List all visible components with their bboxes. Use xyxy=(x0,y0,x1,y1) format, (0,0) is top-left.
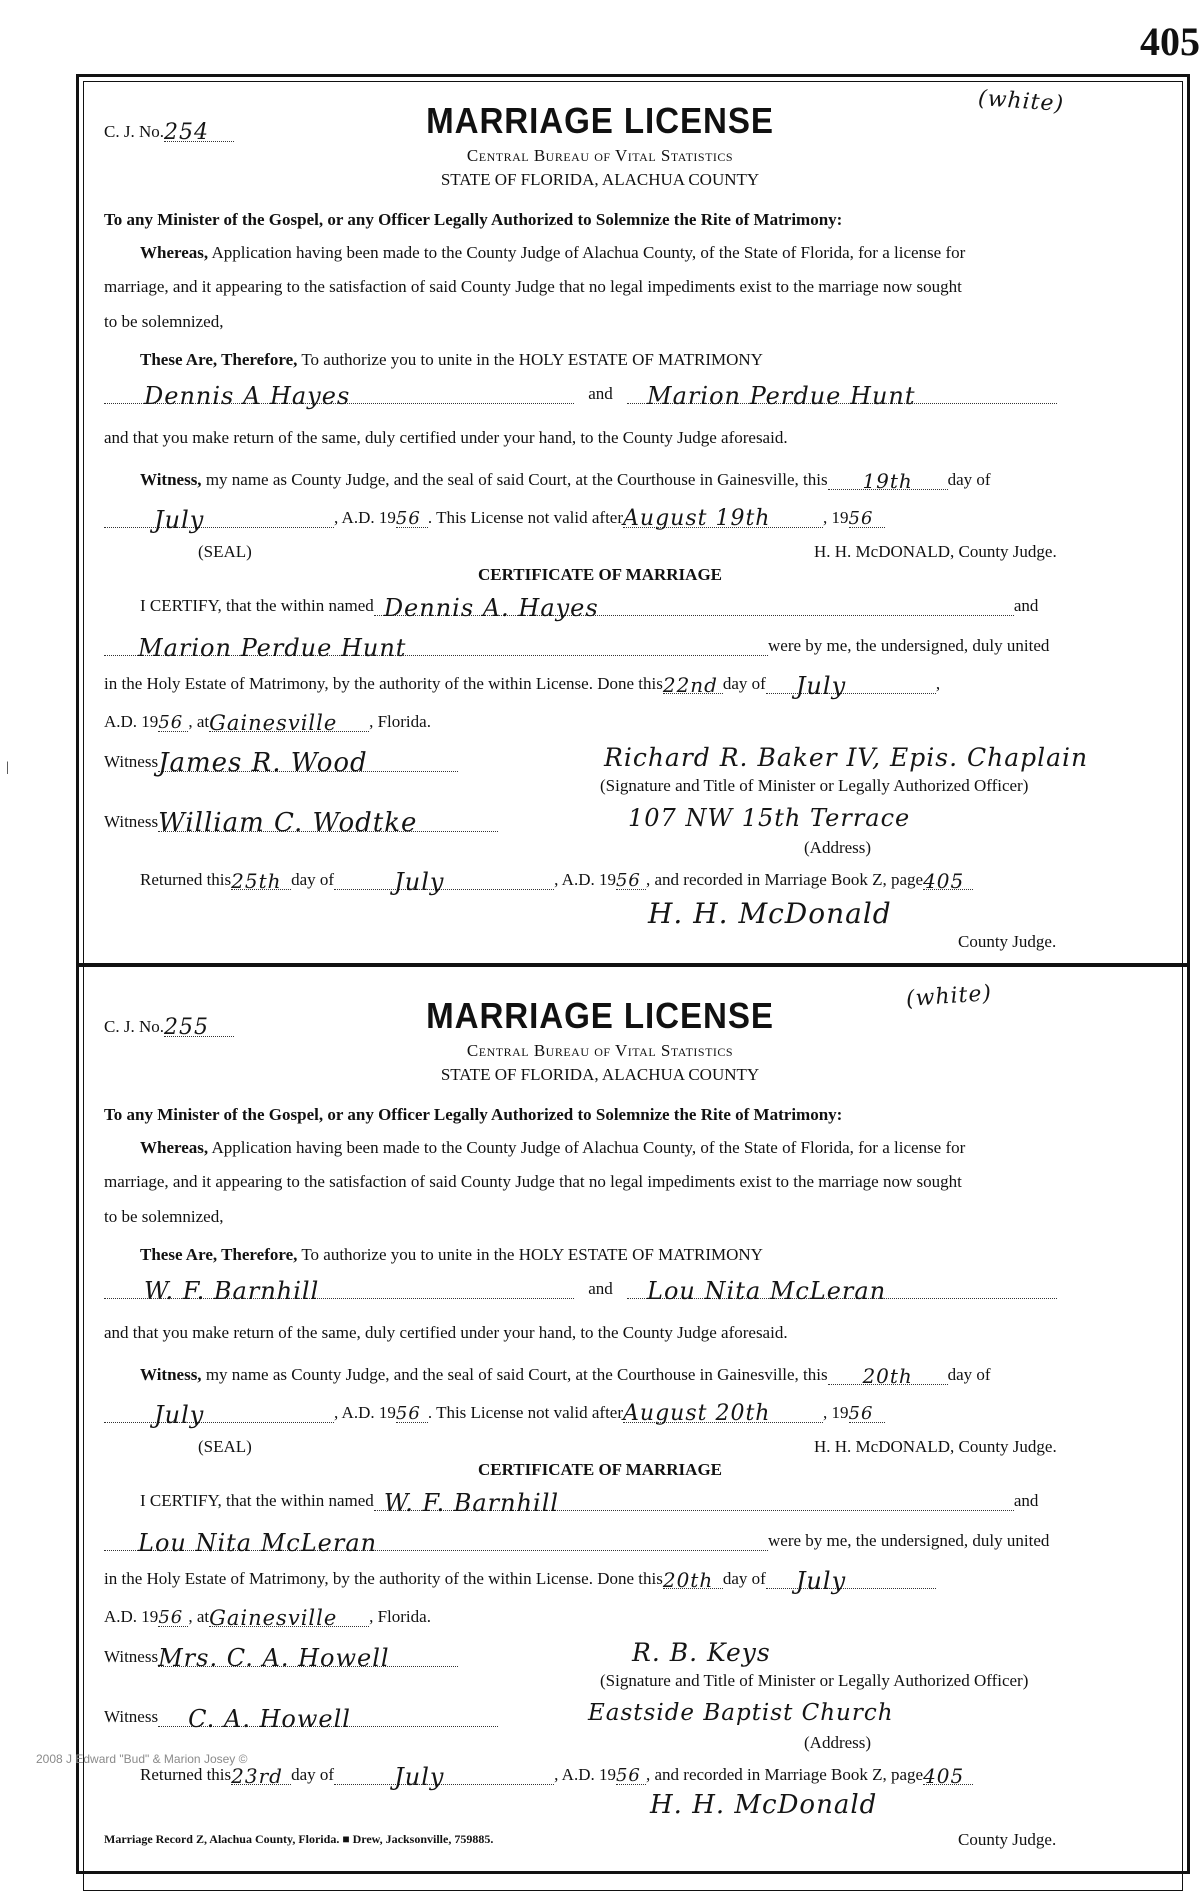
issue-date-line: July , A.D. 1956 . This License not valid afterAugust 19th , 1956 xyxy=(104,508,885,528)
done-day: 22nd xyxy=(663,675,723,694)
witness-2: C. A. Howell xyxy=(158,1709,498,1727)
issue-date-line: July , A.D. 1956 . This License not valid afterAugust 20th , 1956 xyxy=(104,1403,885,1423)
bureau-line: Central Bureau of Vital Statistics xyxy=(466,146,734,165)
groom-name: Dennis A Hayes xyxy=(104,386,574,404)
whereas-line-2: marriage, and it appearing to the satisfaction of said County Judge that no legal impediments exist to the marriage now sought xyxy=(104,1172,962,1191)
cert-bride: Marion Perdue Hunt xyxy=(104,638,768,656)
officiant-signature: R. B. Keys xyxy=(632,1638,771,1667)
place-line: A.D. 1956 , atGainesville , Florida. xyxy=(104,711,431,735)
certificate-title: CERTIFICATE OF MARRIAGE xyxy=(477,565,723,584)
groom-name: W. F. Barnhill xyxy=(104,1281,574,1299)
whereas-line-1: Whereas, Application having been made to the County Judge of Alachua County, of the State of Florida, for a license for xyxy=(140,243,966,262)
county-judge-label: County Judge. xyxy=(958,932,1057,951)
license-title: MARRIAGE LICENSE xyxy=(426,995,774,1036)
cert-bride-line: Lou Nita McLeran were by me, the undersigned, duly united xyxy=(104,1531,1049,1551)
officiant-address: Eastside Baptist Church xyxy=(588,1700,894,1726)
bride-name: Lou Nita McLeran xyxy=(627,1281,1057,1299)
cj-number: 255 xyxy=(164,1018,234,1037)
returned-line: Returned this25th day of July , A.D. 1956 , and recorded in Marriage Book Z, page405 xyxy=(140,870,973,890)
address-label: (Address) xyxy=(804,1733,872,1752)
witness-judge-line: Witness, my name as County Judge, and the seal of said Court, at the Courthouse in Gainesville, this 20th day of xyxy=(140,1364,991,1388)
valid-until: August 19th xyxy=(623,509,823,528)
done-month: July xyxy=(766,1571,936,1589)
margin-mark: | xyxy=(6,760,9,775)
these-are-line: These Are, Therefore, To authorize you to unite in the HOLY ESTATE OF MATRIMONY xyxy=(140,1245,763,1264)
returned-month: July xyxy=(334,1767,554,1785)
witness-1-line: WitnessJames R. Wood xyxy=(104,752,458,772)
whereas-line-3: to be solemnized, xyxy=(104,1207,224,1226)
valid-year: 56 xyxy=(849,509,885,528)
county-judge-signature: H. H. McDonald xyxy=(648,897,892,930)
issue-month: July xyxy=(104,510,334,528)
cert-groom: W. F. Barnhill xyxy=(374,1493,1014,1511)
judge-name: H. H. McDONALD, County Judge. xyxy=(814,542,1057,561)
cert-bride-line: Marion Perdue Hunt were by me, the undersigned, duly united xyxy=(104,636,1049,656)
cert-groom: Dennis A. Hayes xyxy=(374,598,1014,616)
return-line: and that you make return of the same, duly certified under your hand, to the County Judge aforesaid. xyxy=(104,1323,788,1342)
book-page: 405 xyxy=(923,1766,973,1785)
place: Gainesville xyxy=(209,713,369,732)
cj-number: 254 xyxy=(164,123,234,142)
these-are-line: These Are, Therefore, To authorize you to unite in the HOLY ESTATE OF MATRIMONY xyxy=(140,350,763,369)
cj-number-line: C. J. No.255 xyxy=(104,1017,234,1037)
signature-title-label: (Signature and Title of Minister or Legally Authorized Officer) xyxy=(600,1671,1029,1690)
witness-2-line: WitnessWilliam C. Wodtke xyxy=(104,812,498,832)
done-line: in the Holy Estate of Matrimony, by the authority of the within License. Done this22nd day of July , xyxy=(104,672,941,700)
returned-year: 56 xyxy=(616,871,646,890)
officiant-address: 107 NW 15th Terrace xyxy=(628,804,911,832)
judge-name: H. H. McDONALD, County Judge. xyxy=(814,1437,1057,1456)
officiant-signature: Richard R. Baker IV, Epis. Chaplain xyxy=(604,743,1089,772)
issue-day: 20th xyxy=(828,1366,948,1385)
done-year: 56 xyxy=(158,713,188,732)
whereas-line-3: to be solemnized, xyxy=(104,312,224,331)
done-year: 56 xyxy=(158,1608,188,1627)
place: Gainesville xyxy=(209,1608,369,1627)
witness-judge-line: Witness, my name as County Judge, and the seal of said Court, at the Courthouse in Gainesville, this 19th day of xyxy=(140,469,991,493)
county-judge-signature: H. H. McDonald xyxy=(650,1790,878,1820)
returned-day: 25th xyxy=(231,871,291,890)
copyright-watermark: 2008 J Edward "Bud" & Marion Josey © xyxy=(36,1752,248,1766)
witness-2: William C. Wodtke xyxy=(158,813,498,832)
whereas-line-1: Whereas, Application having been made to the County Judge of Alachua County, of the State of Florida, for a license for xyxy=(140,1138,966,1157)
seal-label: (SEAL) xyxy=(198,1437,252,1456)
license-section xyxy=(0,895,1200,1820)
signature-title-label: (Signature and Title of Minister or Legally Authorized Officer) xyxy=(600,776,1029,795)
issue-month: July xyxy=(104,1405,334,1423)
returned-line: Returned this23rd day of July , A.D. 1956 , and recorded in Marriage Book Z, page405 xyxy=(140,1765,973,1785)
place-line: A.D. 1956 , atGainesville , Florida. xyxy=(104,1606,431,1630)
issue-day: 19th xyxy=(828,471,948,490)
returned-day: 23rd xyxy=(231,1766,291,1785)
salutation: To any Minister of the Gospel, or any Officer Legally Authorized to Solemnize the Rite of Matrimony: xyxy=(104,1105,843,1124)
done-month: July xyxy=(766,676,936,694)
issue-year: 56 xyxy=(396,1404,428,1423)
issue-year: 56 xyxy=(396,509,428,528)
certificate-title: CERTIFICATE OF MARRIAGE xyxy=(477,1460,723,1479)
done-line: in the Holy Estate of Matrimony, by the authority of the within License. Done this20th day of July xyxy=(104,1569,936,1589)
state-county-line: STATE OF FLORIDA, ALACHUA COUNTY xyxy=(440,170,760,189)
returned-month: July xyxy=(334,872,554,890)
book-page: 405 xyxy=(923,871,973,890)
cj-number-line: C. J. No.254 xyxy=(104,122,234,142)
license-title: MARRIAGE LICENSE xyxy=(426,100,774,141)
state-county-line: STATE OF FLORIDA, ALACHUA COUNTY xyxy=(440,1065,760,1084)
witness-1-line: WitnessMrs. C. A. Howell xyxy=(104,1647,458,1667)
whereas-line-2: marriage, and it appearing to the satisfaction of said County Judge that no legal impediments exist to the marriage now sought xyxy=(104,277,962,296)
valid-until: August 20th xyxy=(623,1404,823,1423)
couple-line: Dennis A Hayes and Marion Perdue Hunt xyxy=(104,384,1057,404)
returned-year: 56 xyxy=(616,1766,646,1785)
done-day: 20th xyxy=(663,1570,723,1589)
cert-bride: Lou Nita McLeran xyxy=(104,1533,768,1551)
bureau-line: Central Bureau of Vital Statistics xyxy=(466,1041,734,1060)
race-note: (white) xyxy=(977,86,1065,117)
witness-1: James R. Wood xyxy=(158,753,458,772)
return-line: and that you make return of the same, duly certified under your hand, to the County Judge aforesaid. xyxy=(104,428,788,447)
witness-2-line: Witness C. A. Howell xyxy=(104,1707,498,1727)
certify-line: I CERTIFY, that the within named Dennis A. Hayes and xyxy=(140,594,1039,622)
race-note: (white) xyxy=(905,981,993,1012)
witness-1: Mrs. C. A. Howell xyxy=(158,1648,458,1667)
county-judge-label: County Judge. xyxy=(958,1830,1057,1849)
couple-line: W. F. Barnhill and Lou Nita McLeran xyxy=(104,1279,1057,1299)
page-number: 405 xyxy=(1140,19,1200,64)
footer-imprint: Marriage Record Z, Alachua County, Florida. ■ Drew, Jacksonville, 759885. xyxy=(104,1832,494,1846)
certify-line: I CERTIFY, that the within named W. F. Barnhill and xyxy=(140,1489,1039,1517)
valid-year: 56 xyxy=(849,1404,885,1423)
address-label: (Address) xyxy=(804,838,872,857)
salutation: To any Minister of the Gospel, or any Officer Legally Authorized to Solemnize the Rite of Matrimony: xyxy=(104,210,843,229)
seal-label: (SEAL) xyxy=(198,542,252,561)
bride-name: Marion Perdue Hunt xyxy=(627,386,1057,404)
